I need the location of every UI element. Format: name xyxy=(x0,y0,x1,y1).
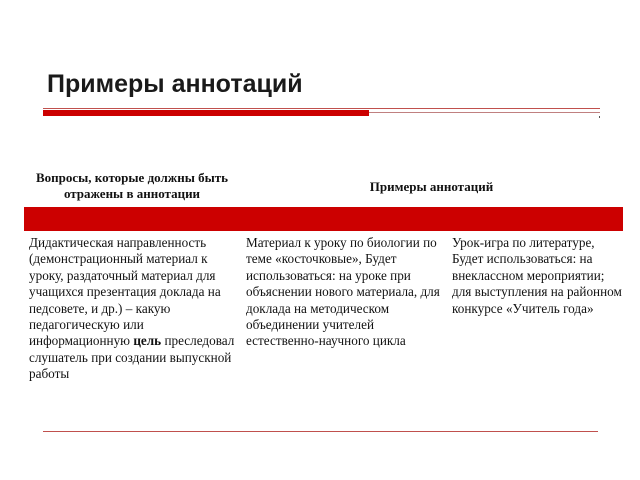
cell-text-part: преследовал слушатель при создании выпускной работы xyxy=(29,333,235,382)
title-underline-thick xyxy=(43,110,369,116)
table-cell-example-2: Урок-игра по литературе, Будет использоваться: на внеклассном мероприятии; для выступления на районном конкурсе «Учитель года» xyxy=(452,235,622,316)
title-underline-dot xyxy=(599,116,600,118)
table-header-examples: Примеры аннотаций xyxy=(369,179,494,194)
bottom-rule xyxy=(43,431,598,432)
table-header-divider-band xyxy=(24,207,623,231)
title-underline-thin xyxy=(43,108,600,109)
table-cell-questions xyxy=(29,235,241,383)
cell-text-bold: цель xyxy=(133,333,162,349)
cell-text-part: Дидактическая направленность (демонстрационный материал к уроку, раздаточный материал для учащихся презентация доклада на педсовете, и др.) – какую педагогическую или информационную xyxy=(29,235,221,349)
title-underline-right xyxy=(369,112,600,113)
slide-title: Примеры аннотаций xyxy=(47,70,303,98)
table-header-questions: Вопросы, которые должны быть отражены в аннотации xyxy=(36,170,228,201)
table-cell-example-1: Материал к уроку по биологии по теме «косточковые», Будет использоваться: на уроке при объяснении нового материала, для доклада на методическом объединении учителей естественно-научного цикла xyxy=(246,235,440,349)
